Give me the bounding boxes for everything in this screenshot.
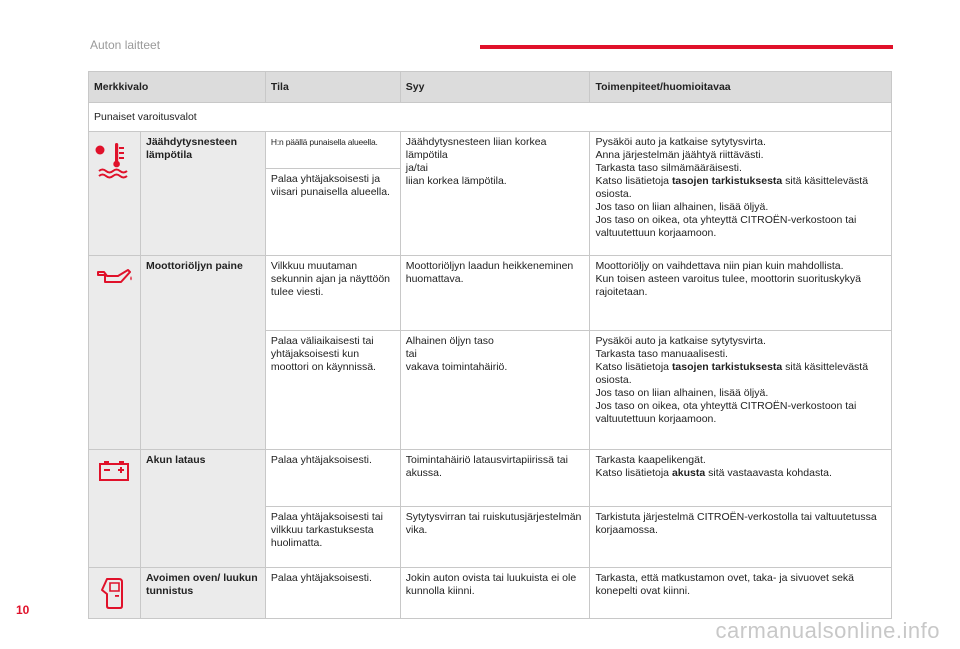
watermark: carmanualsonline.info [715, 618, 940, 643]
instruction-line: Jos taso on liian alhainen, lisää öljyä. [595, 201, 769, 213]
instruction-line [595, 467, 886, 480]
instruction-line: Tarkasta taso silmämääräisesti. [595, 162, 742, 174]
lamp-name: Moottoriöljyn paine [140, 256, 265, 450]
instruction-line: Jos taso on oikea, ota yhteyttä CITROËN-verkostoon tai valtuutettuun korjaamoon. [595, 214, 857, 239]
toimenpiteet-cell [590, 256, 892, 331]
instruction-text: sitä käsittelevästä osiosta. [595, 175, 869, 200]
tila-cell: Palaa yhtäjaksoisesti. [265, 568, 400, 619]
page-number: 10 [16, 603, 30, 617]
section-row [89, 103, 892, 132]
tila-cell: Vilkkuu muutaman sekunnin ajan ja näyttöön tulee viesti. [265, 256, 400, 331]
oil-icon-cell [89, 256, 141, 450]
instruction-line: Tarkasta, että matkustamon ovet, taka- ja sivuovet sekä konepelti ovat kiinni. [595, 572, 855, 597]
battery-icon [97, 473, 131, 485]
instruction-bold: akusta [671, 467, 706, 479]
lamp-name: Jäähdytysnesteen lämpötila [140, 132, 265, 256]
tila-cell: Palaa väliaikaisesti tai yhtäjaksoisesti kun moottori on käynnissä. [265, 331, 400, 450]
oil-pressure-icon [94, 277, 134, 289]
column-header-syy: Syy [400, 72, 590, 103]
coolant-icon-cell [89, 132, 141, 256]
page-header-title: Auton laitteet [90, 38, 161, 52]
coolant-temperature-icon [94, 171, 134, 183]
instruction-line: Tarkasta taso manuaalisesti. [595, 348, 728, 360]
toimenpiteet-cell [590, 331, 892, 450]
column-header-merkkivalo: Merkkivalo [89, 72, 266, 103]
table-row [89, 256, 892, 331]
toimenpiteet-cell [590, 132, 892, 256]
column-header-tila: Tila [265, 72, 400, 103]
tila-cell: Palaa yhtäjaksoisesti tai vilkkuu tarkastuksesta huolimatta. [265, 507, 400, 568]
instruction-line: Anna järjestelmän jäähtyä riittävästi. [595, 149, 764, 161]
lamp-name: Akun lataus [140, 450, 265, 568]
instruction-text: Katso lisätietoja [595, 467, 672, 479]
syy-cell: Toimintahäiriö latausvirtapiirissä tai akussa. [400, 450, 590, 507]
instruction-text: sitä vastaavasta kohdasta. [705, 467, 832, 479]
instruction-bold: tasojen tarkistuksesta [671, 175, 783, 187]
toimenpiteet-cell [590, 507, 892, 568]
instruction-line: Moottoriöljy on vaihdettava niin pian kuin mahdollista. [595, 260, 844, 272]
instruction-text: Katso lisätietoja [595, 361, 672, 373]
syy-cell: Jokin auton ovista tai luukuista ei ole kunnolla kiinni. [400, 568, 590, 619]
table-row [89, 568, 892, 619]
instruction-line: Jos taso on liian alhainen, lisää öljyä. [595, 387, 769, 399]
toimenpiteet-cell [590, 450, 892, 507]
syy-cell: Moottoriöljyn laadun heikkeneminen huomattava. [400, 256, 590, 331]
instruction-line: Tarkasta kaapelikengät. [595, 454, 706, 466]
battery-icon-cell [89, 450, 141, 568]
table-header-row [89, 72, 892, 103]
tila-text: H:n päällä punaisella alueella. [270, 137, 378, 147]
syy-cell: Alhainen öljyn taso tai vakava toimintahäiriö. [400, 331, 590, 450]
instruction-text: Katso lisätietoja [595, 175, 672, 187]
instruction-line: Jos taso on oikea, ota yhteyttä CITROËN-verkostoon tai valtuutettuun korjaamoon. [595, 400, 857, 425]
instruction-line: Kun toisen asteen varoitus tulee, moottorin suorituskykyä rajoitetaan. [595, 273, 862, 298]
tila-cell [265, 132, 400, 169]
instruction-bold: tasojen tarkistuksesta [671, 361, 783, 373]
header-accent-bar [480, 45, 893, 49]
toimenpiteet-cell [590, 568, 892, 619]
tila-cell: Palaa yhtäjaksoisesti. [265, 450, 400, 507]
syy-cell: Sytytysvirran tai ruiskutusjärjestelmän vika. [400, 507, 590, 568]
section-title: Punaiset varoitusvalot [89, 103, 892, 132]
instruction-text: sitä käsittelevästä osiosta. [595, 361, 869, 386]
table-row [89, 132, 892, 169]
door-icon-cell [89, 568, 141, 619]
table-row [89, 450, 892, 507]
lamp-name: Avoimen oven/ luukun tunnistus [140, 568, 265, 619]
instruction-line: Pysäköi auto ja katkaise sytytysvirta. [595, 136, 766, 148]
door-open-icon [99, 601, 129, 613]
instruction-line: Pysäköi auto ja katkaise sytytysvirta. [595, 335, 766, 347]
warning-lamps-table [88, 71, 892, 619]
instruction-line [595, 361, 886, 387]
instruction-line: Tarkistuta järjestelmä CITROËN-verkostolla tai valtuutetussa korjaamossa. [595, 511, 877, 536]
column-header-toimenpiteet: Toimenpiteet/huomioitavaa [590, 72, 892, 103]
tila-cell: Palaa yhtäjaksoisesti ja viisari punaisella alueella. [265, 169, 400, 256]
syy-cell: Jäähdytysnesteen liian korkea lämpötila ja/tai liian korkea lämpötila. [400, 132, 590, 256]
instruction-line [595, 175, 886, 201]
